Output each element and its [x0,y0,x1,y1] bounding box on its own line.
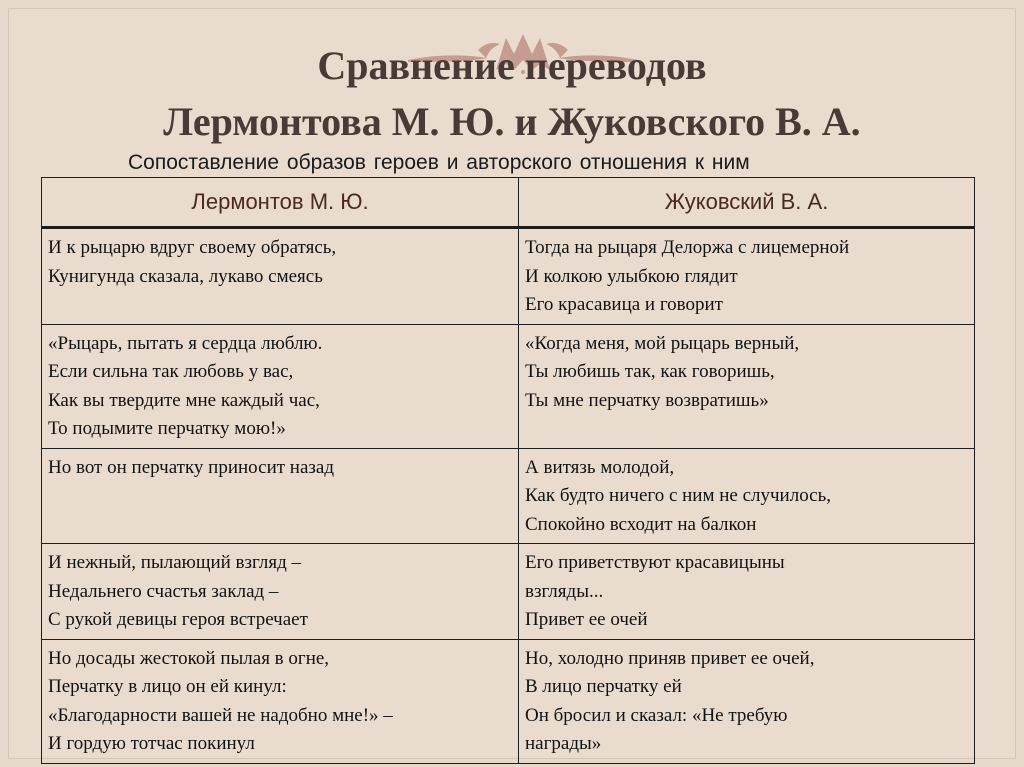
zhukovsky-cell [519,324,975,448]
verse-line: Ты мне перчатку возвратишь» [525,389,769,411]
lermontov-cell [42,544,519,640]
lermontov-cell [42,448,519,544]
table-row [42,324,975,448]
verse-line: Но, холодно приняв привет ее очей, [525,647,815,669]
verse-line: В лицо перчатку ей [525,676,682,697]
verse-line: Его приветствуют красавицыны [525,552,785,573]
table-row [42,228,975,325]
verse-line: То подымите перчатку мою!» [48,418,286,439]
table-row [42,544,975,640]
table-row [42,639,975,763]
verse-line: А витязь молодой, [525,456,675,478]
verse-line: Как вы твердите мне каждый час, [48,389,320,411]
verse-line: Тогда на рыцаря Делоржа с лицемерной [525,237,850,258]
lermontov-cell [42,639,519,763]
verse-line: Как будто ничего с ним не случилось, [525,485,832,506]
verse-line: Недальнего счастья заклад – [48,580,279,602]
verse-line: С рукой девицы героя встречает [48,609,308,630]
verse-line: Кунигунда сказала, лукаво смеясь [48,265,323,287]
verse-line: Но вот он перчатку приносит назад [48,456,335,478]
verse-line: Привет ее очей [525,609,648,630]
verse-line: И к рыцарю вдруг своему обратясь, [48,237,337,258]
lermontov-cell [42,228,519,325]
verse-line: Ты любишь так, как говоришь, [525,361,775,382]
slide-title-line2: Лермонтова М. Ю. и Жуковского В. А. [163,99,861,144]
verse-line: Если сильна так любовь у вас, [48,361,294,382]
zhukovsky-cell [519,639,975,763]
verse-line: Его красавица и говорит [525,294,723,315]
verse-line: взгляды... [525,580,604,602]
comparison-table [41,177,975,764]
verse-line: «Рыцарь, пытать я сердца люблю. [48,332,323,354]
slide-title-line1: Сравнение переводов [317,43,707,88]
verse-line: И гордую тотчас покинул [48,733,255,754]
column-header-zhukovsky: Жуковский В. А. [519,178,975,228]
verse-line: Спокойно всходит на балкон [525,513,757,535]
slide-subtitle: Сопоставление образов героев и авторского отношения к ним [128,151,750,174]
verse-line: И нежный, пылающий взгляд – [48,552,302,573]
verse-line: награды» [525,733,602,754]
verse-line: Но досады жестокой пылая в огне, [48,647,330,669]
verse-line: Перчатку в лицо он ей кинул: [48,676,287,697]
table-row [42,448,975,544]
verse-line: «Когда меня, мой рыцарь верный, [525,332,800,354]
zhukovsky-cell [519,448,975,544]
zhukovsky-cell [519,544,975,640]
verse-line: И колкою улыбкою глядит [525,265,738,287]
zhukovsky-cell [519,228,975,325]
verse-line: Он бросил и сказал: «Не требую [525,704,788,726]
lermontov-cell [42,324,519,448]
verse-line: «Благодарности вашей не надобно мне!» – [48,704,393,726]
column-header-lermontov: Лермонтов М. Ю. [42,178,519,228]
table-header-row [42,178,975,228]
